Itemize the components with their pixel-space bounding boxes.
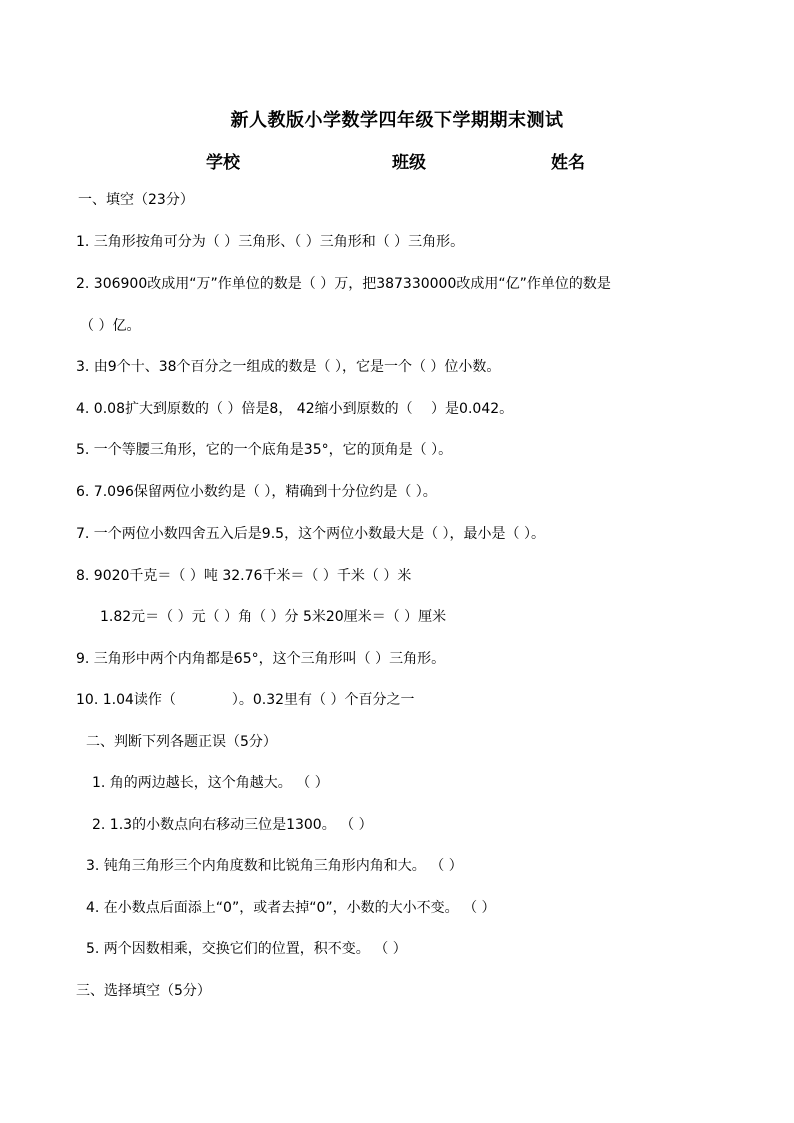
question-line: 5. 一个等腰三角形，它的一个底角是35°，它的顶角是（ ）。 (76, 442, 453, 458)
page-title: 新人教版小学数学四年级下学期期末测试 (230, 110, 564, 131)
question-line: 4. 在小数点后面添上“0”，或者去掉“0”，小数的大小不变。 （ ） (86, 900, 496, 916)
question-line: 7. 一个两位小数四舍五入后是9.5，这个两位小数最大是（ ），最小是（ ）。 (76, 526, 545, 542)
question-line: 9. 三角形中两个内角都是65°，这个三角形叫（ ）三角形。 (76, 651, 446, 667)
question-line: 1. 三角形按角可分为（ ）三角形、（ ）三角形和（ ）三角形。 (76, 234, 465, 250)
question-line: 1.82元＝（ ）元（ ）角（ ）分 5米20厘米＝（ ）厘米 (100, 609, 447, 625)
section-heading-true-false: 二、判断下列各题正误（5分） (86, 734, 277, 750)
name-label: 姓名 (551, 153, 585, 173)
question-line: 3. 由9个十、38个百分之一组成的数是（ ），它是一个（ ）位小数。 (76, 359, 501, 375)
question-line: 10. 1.04读作（ ）。0.32里有（ ）个百分之一 (76, 692, 415, 708)
question-line: 5. 两个因数相乘，交换它们的位置，积不变。 （ ） (86, 941, 407, 957)
question-line: 4. 0.08扩大到原数的（ ）倍是8， 42缩小到原数的（ ）是0.042。 (76, 401, 514, 417)
question-line: 6. 7.096保留两位小数约是（ ），精确到十分位约是（ ）。 (76, 484, 437, 500)
question-line: （ ）亿。 (80, 318, 141, 334)
section-heading-multiple-choice: 三、选择填空（5分） (76, 983, 211, 999)
question-line: 1. 角的两边越长，这个角越大。 （ ） (92, 775, 329, 791)
school-label: 学校 (206, 153, 240, 173)
section-heading-fill-blank: 一、填空（23分） (78, 192, 194, 208)
question-line: 2. 306900改成用“万”作单位的数是（ ）万，把387330000改成用“亿”作单位的数是 (76, 276, 611, 292)
question-line: 2. 1.3的小数点向右移动三位是1300。 （ ） (92, 817, 373, 833)
question-line: 3. 钝角三角形三个内角度数和比锐角三角形内角和大。 （ ） (86, 858, 463, 874)
class-label: 班级 (392, 153, 426, 173)
question-line: 8. 9020千克＝（ ）吨 32.76千米＝（ ）千米（ ）米 (76, 568, 412, 584)
